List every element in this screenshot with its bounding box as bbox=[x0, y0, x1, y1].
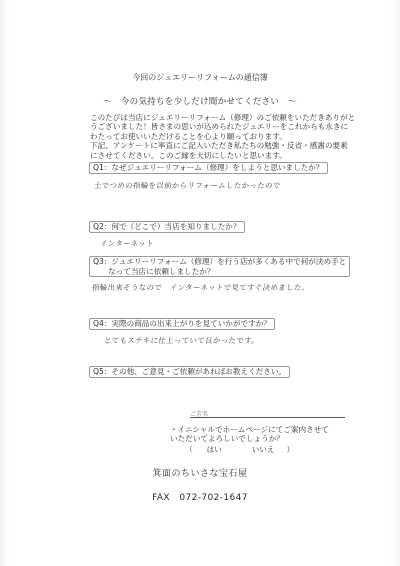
intro-line: にさせてください。このご縁を大切にしたいと思います。 bbox=[90, 150, 287, 160]
answer-q3: 指輪出来そうなので インターネットで見てすぐ決めました。 bbox=[91, 283, 310, 292]
question-box-q1 bbox=[89, 162, 328, 174]
question-box-q3 bbox=[89, 256, 350, 277]
permission-question bbox=[170, 425, 329, 444]
choice-yes: はい bbox=[206, 445, 222, 454]
question-text: なって当店に依頼しましたか？ bbox=[93, 266, 215, 276]
yes-no-choice bbox=[185, 444, 294, 455]
question-text: Q1：なぜジュエリーリフォーム（修理）をしようと思いましたか？ bbox=[93, 163, 324, 172]
intro-line: うございました！皆さまの思いが込められたジュエリーをこれからも永きに bbox=[90, 122, 349, 132]
choice-close-paren: ） bbox=[286, 445, 295, 454]
intro-line: 下記、アンケートに率直にご記入いただき私たちの勉強・反省・感謝の要素 bbox=[90, 141, 348, 151]
shop-name: 箕面のちいさな宝石屋 bbox=[152, 469, 248, 479]
signature-line bbox=[190, 417, 345, 418]
question-text: Q3：ジュエリーリフォーム（修理）を行う店が多くある中で何が決め手と bbox=[93, 257, 347, 266]
answer-q4: とてもステキに仕上っていて良かったです。 bbox=[103, 336, 260, 345]
answer-q2: インターネット bbox=[99, 239, 155, 248]
document-title: 今回のジュエリーリフォームの通信簿 bbox=[132, 73, 268, 82]
question-box-q2 bbox=[89, 221, 245, 233]
question-box-q5 bbox=[89, 366, 290, 378]
permission-line: ・イニシャルでホームページにてご案内させて bbox=[170, 425, 329, 434]
question-text: Q4：実際の商品の出来上がりを見ていかがですか？ bbox=[93, 319, 271, 328]
question-box-q4 bbox=[89, 318, 275, 330]
permission-line: いただいてよろしいでしょうか？ bbox=[170, 434, 284, 444]
choice-open-paren: （ bbox=[185, 445, 193, 454]
intro-line: わたってお使いいただけることを心より願っております。 bbox=[90, 131, 287, 141]
fax-number: FAX 072-702-1647 bbox=[152, 493, 248, 503]
choice-no: いいえ bbox=[251, 445, 275, 454]
intro-line: このたびは当店にジュエリーリフォーム（修理）のご依頼をいただきありがと bbox=[90, 113, 356, 122]
intro-paragraph bbox=[90, 113, 355, 160]
document-subtitle: ～ 今の気持ちを少しだけ聞かせてください ～ bbox=[103, 97, 297, 107]
question-text: Q2：何で（どこで）当店を知りましたか？ bbox=[93, 222, 241, 231]
question-text: Q5：その他、ご意見・ご依頼があればお教えください。 bbox=[93, 367, 287, 376]
answer-q1: 土でつめの指輪を以前からリフォームしたかったので bbox=[93, 181, 282, 190]
signature-label: ご芳名 bbox=[190, 411, 209, 418]
